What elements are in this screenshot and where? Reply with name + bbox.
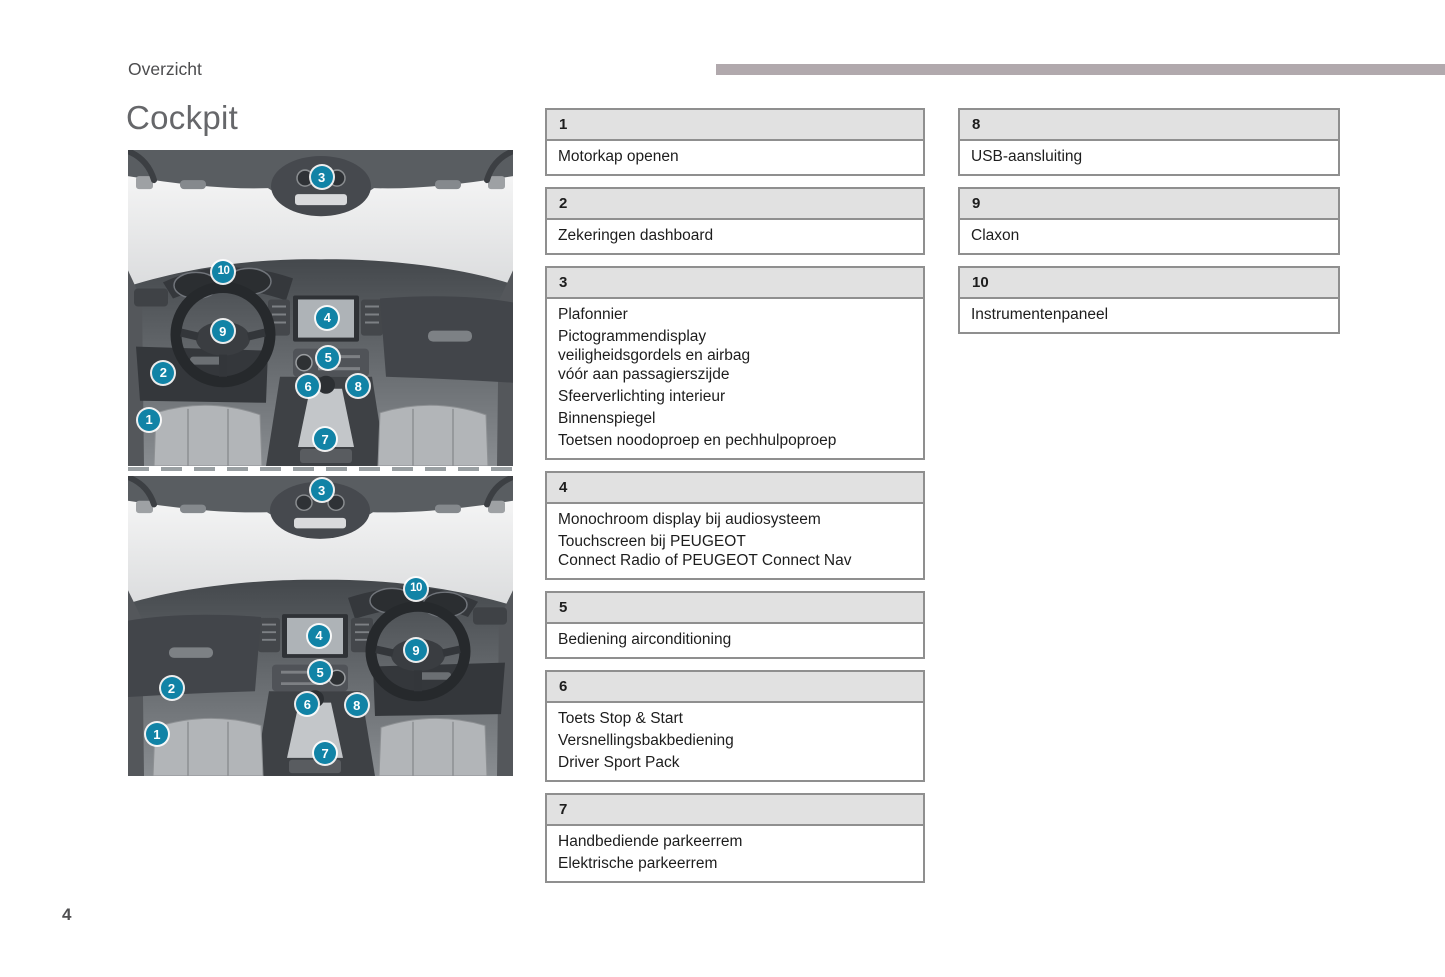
legend-item — [558, 510, 913, 529]
legend-description — [958, 139, 1340, 176]
callout-3: 3 — [311, 479, 333, 501]
legend-description — [545, 139, 925, 176]
legend-line: Elektrische parkeerrem — [558, 855, 718, 872]
legend-item — [558, 532, 913, 570]
legend-description — [958, 218, 1340, 255]
legend-number: 2 — [545, 187, 925, 218]
legend-column-side — [958, 108, 1340, 345]
legend-number: 4 — [545, 471, 925, 502]
legend-item — [971, 147, 1328, 166]
legend-table-2 — [545, 187, 925, 255]
legend-number: 3 — [545, 266, 925, 297]
callout-4: 4 — [308, 625, 330, 647]
callout-1: 1 — [146, 723, 168, 745]
callout-2: 2 — [161, 677, 183, 699]
figure-dashboard-rhd — [128, 476, 513, 776]
legend-item — [971, 226, 1328, 245]
legend-number: 1 — [545, 108, 925, 139]
callout-9: 9 — [405, 639, 427, 661]
legend-line: Toets Stop & Start — [558, 710, 683, 727]
legend-item — [558, 226, 913, 245]
legend-number: 10 — [958, 266, 1340, 297]
figure-dashboard-lhd — [128, 150, 513, 466]
legend-description — [545, 297, 925, 460]
legend-item — [558, 854, 913, 873]
callout-4: 4 — [316, 307, 338, 329]
legend-table-7 — [545, 793, 925, 883]
legend-item — [558, 431, 913, 450]
legend-item — [558, 387, 913, 406]
legend-table-4 — [545, 471, 925, 580]
legend-number: 5 — [545, 591, 925, 622]
page-number: 4 — [62, 905, 72, 924]
legend-description — [545, 622, 925, 659]
legend-line: Monochroom display bij audiosysteem — [558, 511, 821, 528]
legend-number: 9 — [958, 187, 1340, 218]
callout-5: 5 — [317, 347, 339, 369]
legend-table-10 — [958, 266, 1340, 334]
legend-item — [558, 753, 913, 772]
callout-8: 8 — [347, 375, 369, 397]
callout-3: 3 — [311, 166, 333, 188]
legend-item — [971, 305, 1328, 324]
legend-item — [558, 832, 913, 851]
legend-description — [958, 297, 1340, 334]
legend-line: veiligheidsgordels en airbag — [558, 347, 751, 364]
legend-item — [558, 731, 913, 750]
legend-line: Claxon — [971, 227, 1020, 244]
legend-table-5 — [545, 591, 925, 659]
legend-line: Touchscreen bij PEUGEOT — [558, 533, 746, 550]
legend-item — [558, 630, 913, 649]
legend-description — [545, 218, 925, 255]
legend-description — [545, 701, 925, 782]
legend-line: Bediening airconditioning — [558, 631, 732, 648]
legend-line: USB-aansluiting — [971, 148, 1083, 165]
legend-item — [558, 327, 913, 384]
callout-9: 9 — [212, 320, 234, 342]
legend-table-9 — [958, 187, 1340, 255]
callout-8: 8 — [346, 694, 368, 716]
legend-table-1 — [545, 108, 925, 176]
legend-item — [558, 305, 913, 324]
callout-6: 6 — [297, 375, 319, 397]
legend-column-main — [545, 108, 925, 894]
legend-line: Versnellingsbakbediening — [558, 732, 734, 749]
legend-line: Binnenspiegel — [558, 410, 656, 427]
legend-line: Instrumentenpaneel — [971, 306, 1109, 323]
legend-line: Pictogrammendisplay — [558, 328, 707, 345]
legend-table-8 — [958, 108, 1340, 176]
figure-separator-dashed-line — [128, 467, 514, 471]
callout-2: 2 — [152, 362, 174, 384]
legend-line: vóór aan passagierszijde — [558, 366, 730, 383]
callout-7: 7 — [314, 428, 336, 450]
legend-line: Plafonnier — [558, 306, 628, 323]
legend-number: 8 — [958, 108, 1340, 139]
legend-table-6 — [545, 670, 925, 782]
legend-item — [558, 709, 913, 728]
legend-line: Sfeerverlichting interieur — [558, 388, 726, 405]
callout-6: 6 — [296, 693, 318, 715]
page-title: Cockpit — [126, 99, 239, 136]
legend-line: Zekeringen dashboard — [558, 227, 714, 244]
legend-line: Toetsen noodoproep en pechhulpoproep — [558, 432, 837, 449]
legend-description — [545, 502, 925, 580]
legend-item — [558, 147, 913, 166]
legend-number: 6 — [545, 670, 925, 701]
legend-line: Connect Radio of PEUGEOT Connect Nav — [558, 552, 852, 569]
callout-10: 10 — [212, 261, 234, 283]
callout-1: 1 — [138, 409, 160, 431]
section-header: Overzicht — [128, 59, 202, 79]
callout-7: 7 — [314, 742, 336, 764]
legend-table-3 — [545, 266, 925, 460]
legend-line: Driver Sport Pack — [558, 754, 680, 771]
legend-item — [558, 409, 913, 428]
header-rule — [716, 64, 1445, 75]
legend-description — [545, 824, 925, 883]
legend-line: Motorkap openen — [558, 148, 679, 165]
callout-10: 10 — [405, 578, 427, 600]
legend-line: Handbediende parkeerrem — [558, 833, 743, 850]
legend-number: 7 — [545, 793, 925, 824]
callout-5: 5 — [309, 661, 331, 683]
